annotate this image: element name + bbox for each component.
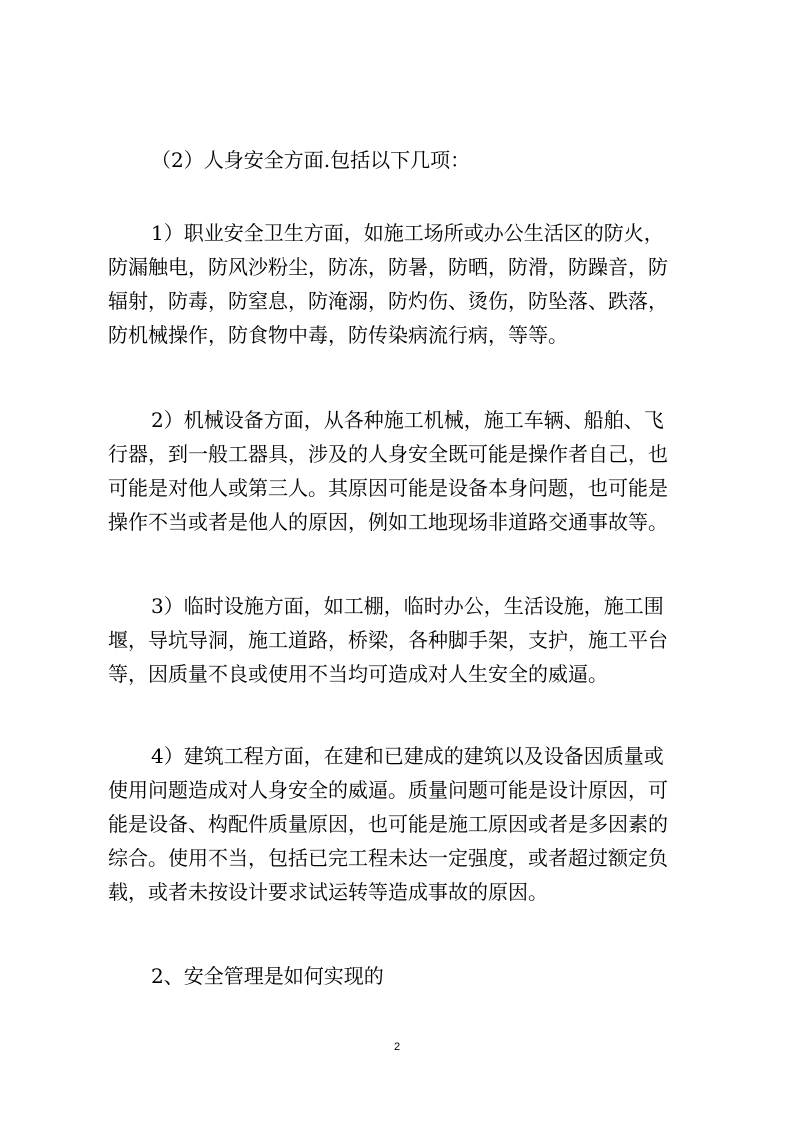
paragraph-line: 操作不当或者是他人的原因，例如工地现场非道路交通事故等。 — [108, 510, 668, 534]
paragraph-temporary-facilities — [108, 589, 708, 691]
paragraph-line: 行器，到一般工器具，涉及的人身安全既可能是操作者自己，也 — [108, 442, 668, 466]
paragraph-line: 可能是对他人或第三人。其原因可能是设备本身问题，也可能是 — [108, 476, 668, 500]
heading-text: （2）人身安全方面.包括以下几项： — [151, 148, 471, 172]
paragraph-line: 1）职业安全卫生方面，如施工场所或办公生活区的防火， — [151, 221, 664, 245]
section-heading — [108, 959, 708, 993]
subsection-heading — [108, 143, 708, 177]
section-heading-text: 2、安全管理是如何实现的 — [151, 964, 384, 988]
paragraph-line: 4）建筑工程方面，在建和已建成的建筑以及设备因质量或 — [151, 744, 664, 768]
paragraph-line: 等，因质量不良或使用不当均可造成对人生安全的威逼。 — [108, 662, 608, 686]
paragraph-occupational-safety — [108, 216, 708, 352]
paragraph-line: 2）机械设备方面，从各种施工机械，施工车辆、船舶、飞 — [151, 408, 664, 432]
paragraph-line: 辐射，防毒，防窒息，防淹溺，防灼伤、烫伤，防坠落、跌落， — [108, 289, 668, 313]
paragraph-line: 使用问题造成对人身安全的威逼。质量问题可能是设计原因，可 — [108, 778, 668, 802]
paragraph-line: 防漏触电，防风沙粉尘，防冻，防暑，防晒，防滑，防躁音，防 — [108, 255, 668, 279]
paragraph-machinery — [108, 403, 708, 539]
page-number: 2 — [393, 1041, 401, 1053]
paragraph-line: 载，或者未按设计要求试运转等造成事故的原因。 — [108, 880, 548, 904]
paragraph-line: 能是设备、构配件质量原因，也可能是施工原因或者是多因素的 — [108, 812, 668, 836]
paragraph-line: 堰，导坑导洞，施工道路，桥梁，各种脚手架，支护，施工平台 — [108, 628, 668, 652]
paragraph-construction-works — [108, 739, 708, 909]
paragraph-line: 防机械操作，防食物中毒，防传染病流行病，等等。 — [108, 323, 568, 347]
paragraph-line: 3）临时设施方面，如工棚，临时办公，生活设施，施工围 — [151, 594, 664, 618]
paragraph-line: 综合。使用不当，包括已完工程未达一定强度，或者超过额定负 — [108, 846, 668, 870]
